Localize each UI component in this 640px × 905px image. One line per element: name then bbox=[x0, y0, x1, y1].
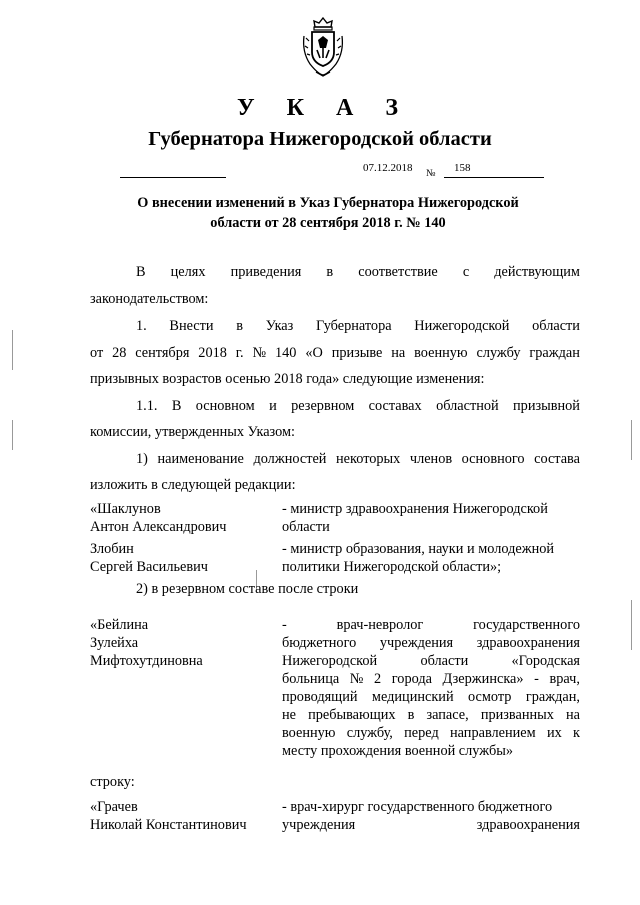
word: - bbox=[534, 671, 539, 687]
word: состава bbox=[534, 451, 580, 467]
word: 1) bbox=[136, 451, 148, 467]
position-line: - министр здравоохранения Нижегородской bbox=[282, 501, 548, 517]
word: здравоохранения bbox=[476, 635, 580, 651]
sub-1-line bbox=[136, 450, 580, 468]
word: службу bbox=[476, 345, 521, 361]
word: врач, bbox=[549, 671, 580, 687]
word: запасе, bbox=[426, 707, 469, 723]
word: к bbox=[573, 725, 580, 741]
position-line bbox=[282, 688, 580, 706]
scan-mark bbox=[12, 420, 13, 450]
word: врач-невролог bbox=[336, 617, 424, 633]
position-line: области bbox=[282, 519, 330, 535]
word: Внести bbox=[169, 318, 214, 334]
scan-mark bbox=[631, 420, 632, 460]
date-underline-left bbox=[120, 177, 226, 178]
word: военную bbox=[282, 725, 336, 741]
item-1-line bbox=[136, 317, 580, 335]
number-underline bbox=[444, 177, 544, 178]
position-line: - министр образования, науки и молодежной bbox=[282, 541, 555, 557]
preamble-line bbox=[136, 263, 580, 281]
subject-line: области от 28 сентября 2018 г. № 140 bbox=[210, 215, 446, 231]
item-1-1-line bbox=[136, 397, 580, 415]
position-line bbox=[282, 670, 580, 688]
word: целях bbox=[170, 264, 206, 280]
word: призванных bbox=[480, 707, 554, 723]
word: службу, bbox=[346, 725, 393, 741]
word: областной bbox=[436, 398, 499, 414]
word: приведения bbox=[230, 264, 302, 280]
member-surname: «Грачев bbox=[90, 799, 138, 815]
position-line bbox=[282, 616, 580, 634]
word: области bbox=[420, 653, 469, 669]
document-title: У К А З bbox=[236, 95, 411, 121]
member-given-names: Сергей Васильевич bbox=[90, 559, 208, 575]
word: проводящий bbox=[282, 689, 358, 705]
word: 2 bbox=[374, 671, 382, 687]
word: основном bbox=[195, 398, 255, 414]
word: в bbox=[407, 707, 415, 723]
word: 1.1. bbox=[136, 398, 158, 414]
word: больница bbox=[282, 671, 340, 687]
word: направлением bbox=[449, 725, 536, 741]
word: должностей bbox=[253, 451, 327, 467]
word: В bbox=[171, 398, 182, 414]
word: призывной bbox=[513, 398, 580, 414]
sub-2-line: 2) в резервном составе после строки bbox=[136, 581, 359, 597]
word: перед bbox=[404, 725, 439, 741]
line-label: строку: bbox=[90, 774, 135, 790]
word: 2018 bbox=[198, 345, 227, 361]
member-name bbox=[90, 500, 226, 536]
issuer-title: Губернатора Нижегородской области bbox=[148, 128, 492, 150]
position-line bbox=[282, 634, 580, 652]
word: г. bbox=[235, 345, 244, 361]
word: призыве bbox=[331, 345, 383, 361]
word: в bbox=[236, 318, 244, 334]
item-1-line bbox=[90, 344, 580, 362]
word: учреждения bbox=[282, 817, 356, 833]
member-given-names: Антон Александрович bbox=[90, 519, 227, 535]
word: от bbox=[90, 345, 104, 361]
position-line bbox=[282, 652, 580, 670]
position-line: месту прохождения военной службы» bbox=[282, 743, 513, 759]
position-line bbox=[282, 816, 580, 834]
document-number: 158 bbox=[454, 162, 471, 174]
word: медицинский bbox=[371, 689, 454, 705]
reserve-member-name bbox=[90, 616, 203, 670]
word: действующим bbox=[494, 264, 580, 280]
word: - bbox=[282, 617, 287, 633]
word: граждан bbox=[529, 345, 580, 361]
word: 140 bbox=[275, 345, 297, 361]
position-line: политики Нижегородской области»; bbox=[282, 559, 502, 575]
member-patronymic: Мифтохутдиновна bbox=[90, 653, 203, 669]
word: № bbox=[252, 345, 267, 361]
new-member-name bbox=[90, 798, 247, 834]
scan-mark bbox=[631, 600, 632, 650]
item-1-line: призывных возрастов осенью 2018 года» следующие изменения: bbox=[90, 371, 485, 387]
subject-line: О внесении изменений в Указ Губернатора Нижегородской bbox=[137, 195, 519, 211]
preamble-end: законодательством: bbox=[90, 291, 209, 307]
word: соответствие bbox=[358, 264, 438, 280]
word: с bbox=[462, 264, 470, 280]
word: города bbox=[391, 671, 432, 687]
word: составах bbox=[368, 398, 422, 414]
word: на bbox=[565, 707, 580, 723]
member-surname: «Бейлина bbox=[90, 617, 149, 633]
member-position bbox=[282, 540, 580, 576]
word: военную bbox=[414, 345, 468, 361]
item-1-1-end: комиссии, утвержденных Указом: bbox=[90, 424, 296, 440]
word: «О bbox=[305, 345, 323, 361]
word: наименование bbox=[157, 451, 244, 467]
word: государственного bbox=[473, 617, 580, 633]
word: Нижегородской bbox=[414, 318, 510, 334]
member-surname: «Шаклунов bbox=[90, 501, 161, 517]
word: «Городская bbox=[511, 653, 580, 669]
member-position bbox=[282, 500, 580, 536]
scan-mark bbox=[12, 330, 13, 370]
word: граждан, bbox=[525, 689, 580, 705]
position-line bbox=[282, 724, 580, 742]
document-date: 07.12.2018 bbox=[363, 162, 413, 174]
new-member-position bbox=[282, 798, 580, 834]
word: Дзержинска» bbox=[442, 671, 524, 687]
word: на bbox=[391, 345, 406, 361]
word: 1. bbox=[136, 318, 147, 334]
word: Указ bbox=[265, 318, 294, 334]
word: их bbox=[546, 725, 562, 741]
word: в bbox=[326, 264, 334, 280]
word: Губернатора bbox=[315, 318, 392, 334]
word: членов bbox=[409, 451, 453, 467]
word: здравоохранения bbox=[476, 817, 580, 833]
word: основного bbox=[461, 451, 525, 467]
word: В bbox=[136, 264, 146, 280]
member-name bbox=[90, 540, 208, 576]
number-label: № bbox=[426, 168, 436, 179]
word: области bbox=[532, 318, 580, 334]
reserve-member-position bbox=[282, 616, 580, 760]
word: осмотр bbox=[468, 689, 512, 705]
word: не bbox=[282, 707, 296, 723]
word: № bbox=[349, 671, 364, 687]
word: и bbox=[269, 398, 277, 414]
coat-of-arms-icon bbox=[300, 16, 346, 78]
word: Нижегородской bbox=[282, 653, 378, 669]
word: сентября bbox=[135, 345, 190, 361]
word: резервном bbox=[291, 398, 355, 414]
sub-1-end: изложить в следующей редакции: bbox=[90, 477, 296, 493]
member-surname: Злобин bbox=[90, 541, 134, 557]
subject-heading bbox=[100, 193, 556, 233]
position-line bbox=[282, 706, 580, 724]
member-given-name: Зулейха bbox=[90, 635, 139, 651]
word: бюджетного bbox=[282, 635, 357, 651]
word: 28 bbox=[112, 345, 127, 361]
member-given-names: Николай Константинович bbox=[90, 817, 247, 833]
word: пребывающих bbox=[308, 707, 396, 723]
word: учреждения bbox=[379, 635, 454, 651]
word: некоторых bbox=[336, 451, 401, 467]
position-line: - врач-хирург государственного бюджетного bbox=[282, 799, 553, 815]
